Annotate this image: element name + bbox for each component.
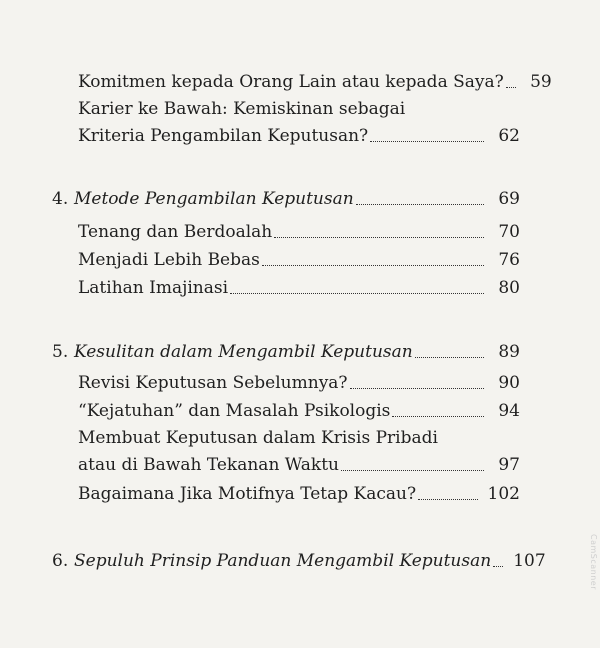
chapter-title: Kesulitan dalam Mengambil Keputusan <box>74 342 413 362</box>
toc-entry <box>78 401 520 421</box>
chapter-number: 5. <box>52 342 69 362</box>
toc-entry <box>78 250 520 270</box>
page-number: 102 <box>487 484 520 504</box>
toc-entry <box>78 126 520 146</box>
toc-entry <box>78 72 552 92</box>
entry-title: “Kejatuhan” dan Masalah Psikologis <box>78 401 391 421</box>
leader-dots <box>274 236 484 238</box>
chapter-number: 6. <box>52 551 69 571</box>
entry-title: Menjadi Lebih Bebas <box>78 250 260 270</box>
leader-dots <box>370 140 484 142</box>
page-number: 62 <box>498 126 520 146</box>
chapter-title: Metode Pengambilan Keputusan <box>74 189 354 209</box>
page-number: 80 <box>498 278 520 298</box>
leader-dots <box>262 264 484 266</box>
leader-dots <box>341 469 484 471</box>
toc-entry <box>78 222 520 242</box>
scanner-watermark: CamScanner <box>589 533 598 590</box>
entry-title: Bagaimana Jika Motifnya Tetap Kacau? <box>78 484 417 504</box>
entry-title-line1: Membuat Keputusan dalam Krisis Pribadi <box>78 428 438 448</box>
page-number: 94 <box>498 401 520 421</box>
chapter-title: Sepuluh Prinsip Panduan Mengambil Keputusan <box>74 551 492 571</box>
entry-title: Revisi Keputusan Sebelumnya? <box>78 373 348 393</box>
toc-chapter <box>52 189 520 209</box>
toc-chapter <box>52 551 546 571</box>
page-number: 89 <box>498 342 520 362</box>
leader-dots <box>415 356 484 358</box>
leader-dots <box>230 292 484 294</box>
leader-dots <box>493 565 503 567</box>
entry-title: Latihan Imajinasi <box>78 278 229 298</box>
page-number: 69 <box>498 189 520 209</box>
page-number: 97 <box>498 455 520 475</box>
toc-entry <box>78 484 520 504</box>
leader-dots <box>506 86 516 88</box>
page-number: 90 <box>498 373 520 393</box>
leader-dots <box>356 203 484 205</box>
entry-title: Tenang dan Berdoalah <box>78 222 273 242</box>
entry-title: Kriteria Pengambilan Keputusan? <box>78 126 369 146</box>
entry-title: atau di Bawah Tekanan Waktu <box>78 455 340 475</box>
leader-dots <box>392 415 484 417</box>
leader-dots <box>418 498 477 500</box>
entry-title-line1: Karier ke Bawah: Kemiskinan sebagai <box>78 99 406 119</box>
entry-title: Komitmen kepada Orang Lain atau kepada Saya? <box>78 72 504 92</box>
page-number: 76 <box>498 250 520 270</box>
page-number: 70 <box>498 222 520 242</box>
toc-entry <box>78 373 520 393</box>
page-number: 59 <box>530 72 552 92</box>
page-number: 107 <box>513 551 546 571</box>
toc-entry <box>78 278 520 298</box>
toc-entry <box>78 455 520 475</box>
toc-chapter <box>52 342 520 362</box>
leader-dots <box>350 387 484 389</box>
chapter-number: 4. <box>52 189 69 209</box>
